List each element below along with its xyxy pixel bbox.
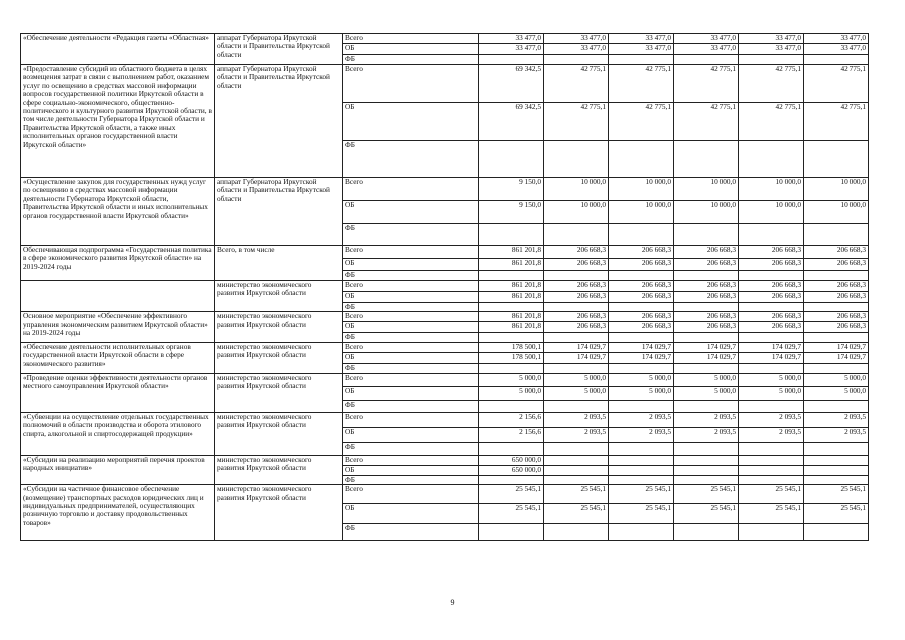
amount-cell: 206 668,3 [609,322,674,333]
funding-source: ФБ [343,271,479,281]
amount-cell [739,363,804,373]
amount-cell [609,442,674,455]
funding-source: ОБ [343,201,479,224]
measure-description [21,281,215,312]
funding-source: Всего [343,373,479,386]
amount-cell: 33 477,0 [674,34,739,44]
amount-cell: 33 477,0 [804,44,869,55]
amount-cell [609,363,674,373]
executor-cell: министерство экономического развития Иркутской области [215,373,343,412]
amount-cell [674,55,739,65]
amount-cell: 10 000,0 [674,201,739,224]
amount-cell: 861 201,8 [479,246,544,259]
amount-cell: 2 093,5 [544,427,609,442]
amount-cell: 206 668,3 [544,322,609,333]
funding-source: ФБ [343,400,479,412]
amount-cell [609,55,674,65]
amount-cell: 25 545,1 [544,485,609,504]
table-row [21,485,869,504]
amount-cell [804,141,869,178]
amount-cell: 650 000,0 [479,465,544,475]
amount-cell: 2 093,5 [674,427,739,442]
amount-cell: 2 156,6 [479,427,544,442]
amount-cell: 206 668,3 [609,281,674,292]
amount-cell: 2 156,6 [479,412,544,427]
amount-cell: 650 000,0 [479,455,544,465]
amount-cell: 206 668,3 [609,246,674,259]
amount-cell: 174 029,7 [544,342,609,352]
amount-cell: 206 668,3 [739,281,804,292]
measure-description: «Субсидии на частичное финансовое обеспечение (возмещение) транспортных расходов юридических лиц и индивидуальных предпринимателей, осуществляющих розничную торговлю и доставку продовольственных товаров» [21,485,215,541]
amount-cell: 861 201,8 [479,322,544,333]
executor-cell: министерство экономического развития Иркутской области [215,281,343,312]
amount-cell: 5 000,0 [804,386,869,400]
measure-description: Обеспечивающая подпрограмма «Государственная политика в сфере экономического развития Иркутской области» на 2019-2024 годы [21,246,215,281]
measure-description: Основное мероприятие «Обеспечение эффективного управления экономическим развитием Иркутской области» на 2019-2024 годы [21,312,215,342]
measure-description: «Осуществление закупок для государственных нужд услуг по освещению в средствах массовой информации деятельности Губернатора Иркутской области, Правительства Иркутской области и иных исполнительных органов государственной власти Иркутской области» [21,178,215,246]
amount-cell: 178 500,1 [479,352,544,363]
table-row [21,65,869,103]
amount-cell: 174 029,7 [609,352,674,363]
amount-cell [544,400,609,412]
funding-source: ФБ [343,303,479,312]
amount-cell: 2 093,5 [739,412,804,427]
amount-cell: 2 093,5 [609,427,674,442]
amount-cell: 42 775,1 [609,103,674,141]
amount-cell: 206 668,3 [674,281,739,292]
amount-cell [804,400,869,412]
table-body [21,34,869,541]
amount-cell [609,141,674,178]
amount-cell [544,455,609,465]
amount-cell [674,400,739,412]
amount-cell: 206 668,3 [609,292,674,303]
amount-cell [479,524,544,541]
executor-cell: министерство экономического развития Иркутской области [215,312,343,342]
amount-cell [674,141,739,178]
funding-source: ФБ [343,333,479,342]
amount-cell: 178 500,1 [479,342,544,352]
amount-cell: 174 029,7 [739,342,804,352]
amount-cell: 10 000,0 [739,178,804,201]
amount-cell [739,303,804,312]
table-row [21,312,869,322]
amount-cell [609,271,674,281]
amount-cell [544,333,609,342]
amount-cell: 25 545,1 [804,485,869,504]
amount-cell [674,465,739,475]
funding-source: Всего [343,412,479,427]
table-row [21,373,869,386]
measure-description: «Обеспечение деятельности исполнительных органов государственной власти Иркутской области в сфере экономического развития» [21,342,215,373]
amount-cell: 25 545,1 [479,504,544,524]
amount-cell [544,442,609,455]
amount-cell: 42 775,1 [609,65,674,103]
amount-cell: 25 545,1 [674,485,739,504]
amount-cell [739,141,804,178]
amount-cell [609,224,674,246]
amount-cell [479,475,544,484]
amount-cell [479,224,544,246]
executor-cell: министерство экономического развития Иркутской области [215,485,343,541]
amount-cell [479,333,544,342]
amount-cell: 25 545,1 [609,485,674,504]
amount-cell: 174 029,7 [804,352,869,363]
amount-cell: 206 668,3 [674,322,739,333]
amount-cell: 2 093,5 [804,412,869,427]
amount-cell: 33 477,0 [804,34,869,44]
amount-cell [544,465,609,475]
amount-cell [674,524,739,541]
amount-cell [674,303,739,312]
amount-cell [479,271,544,281]
amount-cell: 206 668,3 [674,312,739,322]
amount-cell [609,400,674,412]
amount-cell [544,524,609,541]
amount-cell [609,465,674,475]
amount-cell: 5 000,0 [609,386,674,400]
measure-description: «Проведение оценки эффективности деятельности органов местного самоуправления Иркутской области» [21,373,215,412]
amount-cell: 5 000,0 [479,386,544,400]
amount-cell [479,400,544,412]
amount-cell: 206 668,3 [804,292,869,303]
amount-cell: 206 668,3 [609,312,674,322]
amount-cell [479,55,544,65]
table-row [21,34,869,44]
amount-cell: 10 000,0 [609,178,674,201]
amount-cell [674,333,739,342]
amount-cell [804,524,869,541]
amount-cell [674,455,739,465]
amount-cell: 42 775,1 [804,65,869,103]
funding-source: ОБ [343,427,479,442]
amount-cell: 25 545,1 [739,504,804,524]
amount-cell: 10 000,0 [804,178,869,201]
amount-cell [674,475,739,484]
amount-cell: 10 000,0 [609,201,674,224]
amount-cell [739,475,804,484]
funding-source: ОБ [343,103,479,141]
amount-cell: 33 477,0 [739,34,804,44]
executor-cell: министерство экономического развития Иркутской области [215,342,343,373]
amount-cell: 42 775,1 [674,65,739,103]
amount-cell [739,55,804,65]
amount-cell: 206 668,3 [544,292,609,303]
executor-cell: аппарат Губернатора Иркутской области и Правительства Иркутской области [215,34,343,65]
amount-cell: 5 000,0 [544,386,609,400]
funding-source: ФБ [343,224,479,246]
amount-cell: 5 000,0 [674,386,739,400]
amount-cell [804,333,869,342]
funding-source: Всего [343,34,479,44]
amount-cell [739,465,804,475]
amount-cell: 206 668,3 [739,246,804,259]
amount-cell: 206 668,3 [544,259,609,271]
amount-cell: 33 477,0 [674,44,739,55]
amount-cell: 206 668,3 [739,312,804,322]
funding-source: Всего [343,178,479,201]
amount-cell: 33 477,0 [544,44,609,55]
amount-cell: 206 668,3 [739,292,804,303]
amount-cell: 42 775,1 [739,65,804,103]
amount-cell: 206 668,3 [739,259,804,271]
amount-cell [674,442,739,455]
amount-cell: 42 775,1 [674,103,739,141]
amount-cell [544,271,609,281]
amount-cell: 861 201,8 [479,259,544,271]
amount-cell: 10 000,0 [674,178,739,201]
amount-cell: 9 150,0 [479,178,544,201]
amount-cell: 5 000,0 [544,373,609,386]
amount-cell: 2 093,5 [609,412,674,427]
amount-cell: 206 668,3 [674,246,739,259]
table-row [21,178,869,201]
amount-cell: 206 668,3 [804,322,869,333]
amount-cell [739,455,804,465]
funding-source: ФБ [343,524,479,541]
amount-cell: 206 668,3 [544,246,609,259]
amount-cell: 174 029,7 [674,352,739,363]
amount-cell: 174 029,7 [674,342,739,352]
amount-cell: 33 477,0 [479,44,544,55]
amount-cell [804,55,869,65]
funding-source: ОБ [343,292,479,303]
funding-source: ОБ [343,44,479,55]
funding-source: Всего [343,312,479,322]
amount-cell: 25 545,1 [804,504,869,524]
amount-cell: 206 668,3 [674,292,739,303]
amount-cell [804,363,869,373]
amount-cell: 861 201,8 [479,281,544,292]
executor-cell: аппарат Губернатора Иркутской области и Правительства Иркутской области [215,178,343,246]
funding-source: ОБ [343,322,479,333]
amount-cell: 2 093,5 [544,412,609,427]
table-row [21,281,869,292]
table-row [21,455,869,465]
amount-cell: 174 029,7 [609,342,674,352]
amount-cell: 42 775,1 [804,103,869,141]
amount-cell [479,363,544,373]
funding-source: ФБ [343,475,479,484]
amount-cell: 861 201,8 [479,312,544,322]
amount-cell: 174 029,7 [544,352,609,363]
amount-cell: 206 668,3 [609,259,674,271]
amount-cell: 25 545,1 [609,504,674,524]
amount-cell [804,271,869,281]
amount-cell [804,224,869,246]
funding-source: ОБ [343,259,479,271]
amount-cell: 5 000,0 [804,373,869,386]
amount-cell: 10 000,0 [544,201,609,224]
amount-cell [544,224,609,246]
amount-cell: 33 477,0 [739,44,804,55]
funding-source: ФБ [343,55,479,65]
amount-cell: 2 093,5 [804,427,869,442]
page-number: 9 [450,598,455,607]
amount-cell: 2 093,5 [739,427,804,442]
amount-cell: 25 545,1 [544,504,609,524]
amount-cell: 25 545,1 [674,504,739,524]
executor-cell: аппарат Губернатора Иркутской области и Правительства Иркутской области [215,65,343,178]
budget-table [20,33,869,541]
funding-source: Всего [343,342,479,352]
amount-cell: 10 000,0 [804,201,869,224]
amount-cell: 5 000,0 [609,373,674,386]
amount-cell: 25 545,1 [739,485,804,504]
amount-cell: 33 477,0 [479,34,544,44]
amount-cell [544,141,609,178]
amount-cell [674,363,739,373]
amount-cell: 42 775,1 [544,103,609,141]
amount-cell: 206 668,3 [804,312,869,322]
measure-description: «Предоставление субсидий из областного бюджета в целях возмещения затрат в связи с выполнением работ, оказанием услуг по освещению в средствах массовой информации вопросов государственной политики Иркутской области в сфере социально-экономического, общественно-политического и культурного развития Иркутской области, в том числе деятельности Губернатора Иркутской области и Правительства Иркутской области, а также иных исполнительных органов государственной власти Иркутской области» [21,65,215,178]
amount-cell: 33 477,0 [609,44,674,55]
amount-cell: 5 000,0 [739,386,804,400]
funding-source: ОБ [343,504,479,524]
table-row [21,246,869,259]
measure-description: «Обеспечение деятельности «Редакция газеты «Областная» [21,34,215,65]
amount-cell: 42 775,1 [544,65,609,103]
amount-cell: 10 000,0 [544,178,609,201]
measure-description: «Субсидии на реализацию мероприятий перечня проектов народных инициатив» [21,455,215,484]
funding-source: Всего [343,246,479,259]
amount-cell [609,475,674,484]
funding-source: ФБ [343,442,479,455]
amount-cell [479,141,544,178]
amount-cell [739,400,804,412]
amount-cell: 2 093,5 [674,412,739,427]
amount-cell [479,303,544,312]
amount-cell [609,333,674,342]
amount-cell [739,524,804,541]
amount-cell: 9 150,0 [479,201,544,224]
amount-cell [804,465,869,475]
amount-cell: 69 342,5 [479,65,544,103]
amount-cell: 33 477,0 [609,34,674,44]
amount-cell: 206 668,3 [804,281,869,292]
amount-cell [609,455,674,465]
amount-cell: 69 342,5 [479,103,544,141]
amount-cell: 206 668,3 [804,246,869,259]
amount-cell: 5 000,0 [674,373,739,386]
executor-cell: Всего, в том числе [215,246,343,281]
amount-cell: 206 668,3 [804,259,869,271]
amount-cell: 33 477,0 [544,34,609,44]
amount-cell [739,333,804,342]
amount-cell: 206 668,3 [739,322,804,333]
funding-source: Всего [343,455,479,465]
amount-cell [804,303,869,312]
measure-description: «Субвенции на осуществление отдельных государственных полномочий в области производства и оборота этилового спирта, алкогольной и спиртосодержащей продукции» [21,412,215,455]
amount-cell [674,224,739,246]
amount-cell [739,271,804,281]
executor-cell: министерство экономического развития Иркутской области [215,455,343,484]
amount-cell: 174 029,7 [739,352,804,363]
amount-cell: 206 668,3 [544,312,609,322]
amount-cell: 5 000,0 [479,373,544,386]
table-row [21,342,869,352]
amount-cell [609,524,674,541]
amount-cell [739,224,804,246]
amount-cell: 25 545,1 [479,485,544,504]
executor-cell: министерство экономического развития Иркутской области [215,412,343,455]
document-page [20,33,868,541]
funding-source: ФБ [343,141,479,178]
funding-source: ОБ [343,386,479,400]
amount-cell [479,442,544,455]
funding-source: Всего [343,485,479,504]
amount-cell: 206 668,3 [544,281,609,292]
funding-source: ОБ [343,352,479,363]
amount-cell [739,442,804,455]
amount-cell: 42 775,1 [739,103,804,141]
funding-source: ОБ [343,465,479,475]
amount-cell [674,271,739,281]
funding-source: Всего [343,281,479,292]
amount-cell [544,303,609,312]
amount-cell [804,455,869,465]
amount-cell [609,303,674,312]
amount-cell: 174 029,7 [804,342,869,352]
table-row [21,412,869,427]
amount-cell [804,442,869,455]
amount-cell [804,475,869,484]
funding-source: ФБ [343,363,479,373]
amount-cell: 10 000,0 [739,201,804,224]
amount-cell: 861 201,8 [479,292,544,303]
amount-cell: 5 000,0 [739,373,804,386]
amount-cell [544,475,609,484]
amount-cell [544,363,609,373]
amount-cell [544,55,609,65]
amount-cell: 206 668,3 [674,259,739,271]
funding-source: Всего [343,65,479,103]
